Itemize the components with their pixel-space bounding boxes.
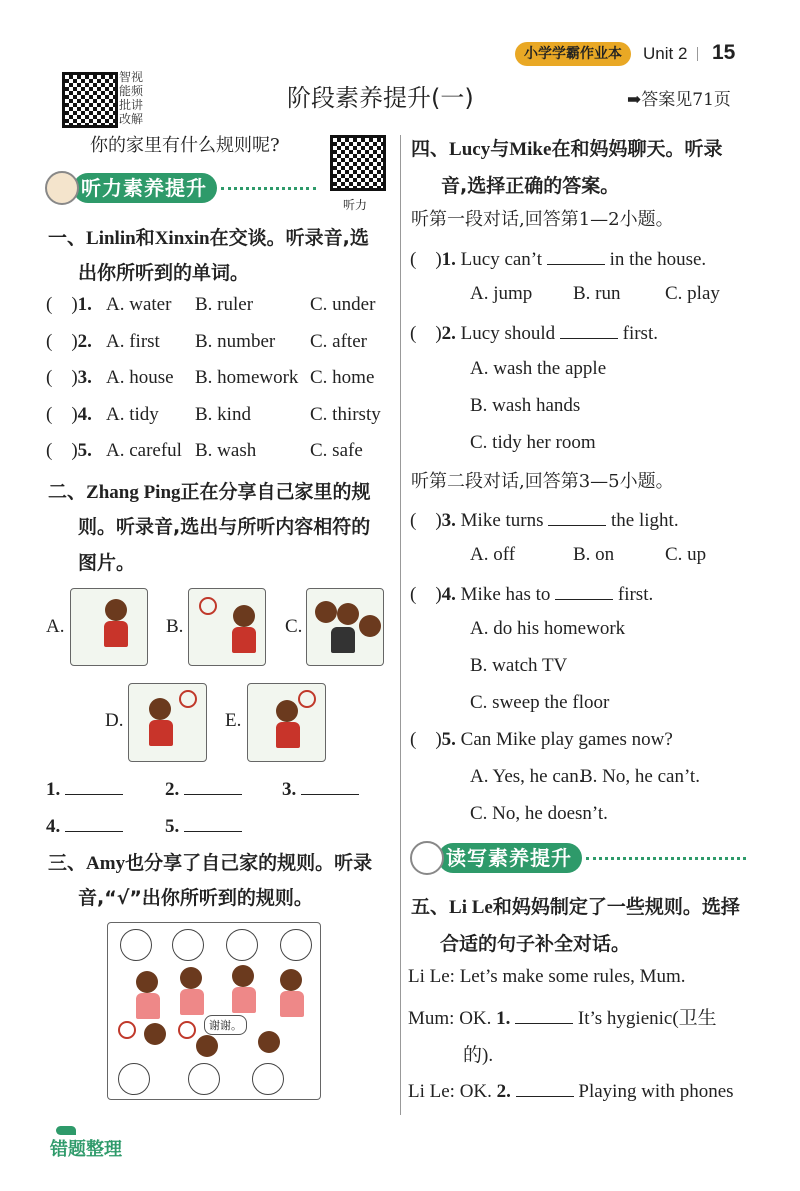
question-number: 1. <box>77 294 92 315</box>
book-badge: 小学学霸作业本 <box>515 42 631 66</box>
check-circle[interactable] <box>188 1063 220 1095</box>
option-b: B. ruler <box>195 294 254 315</box>
dialogue-line-2: Mum: OK. 1. It’s hygienic(卫生 <box>408 1003 717 1030</box>
section-1-title-cont: 出你所听到的单词。 <box>78 262 250 284</box>
question-q1[interactable]: ( )1. Lucy can’t in the house. <box>410 246 706 271</box>
arrow-right-icon: ➡ <box>627 90 642 110</box>
option-c: C. safe <box>310 440 363 461</box>
section-5-title-cont: 合适的句子补全对话。 <box>440 933 631 955</box>
picture-e[interactable] <box>247 683 326 762</box>
answer-paren[interactable]: ( )2. <box>46 331 92 352</box>
section-5-title: 五、Li Le和妈妈制定了一些规则。选择 <box>411 896 740 918</box>
option-b: B. wash <box>195 440 257 461</box>
option-a: A. careful <box>106 440 182 461</box>
rules-picture <box>107 922 321 1100</box>
part-2-instruction: 听第二段对话,回答第3—5小题。 <box>411 471 674 492</box>
question-number: 2. <box>77 331 92 352</box>
question-number: 1. <box>441 249 456 270</box>
option-c: C. after <box>310 331 367 352</box>
option-b: B. homework <box>195 367 299 388</box>
answer-1[interactable]: 1. <box>46 776 123 801</box>
question-q5[interactable]: ( )5. Can Mike play games now? <box>410 729 673 750</box>
section-3-title: 三、Amy也分享了自己家的规则。听录 <box>48 852 373 874</box>
section-3-title-cont: 音,“√”出你所听到的规则。 <box>78 887 313 909</box>
question-number: 3. <box>441 510 456 531</box>
answer-paren[interactable]: ( )3. <box>46 367 92 388</box>
question-q3[interactable]: ( )3. Mike turns the light. <box>410 507 679 532</box>
page-number: 15 <box>712 41 736 64</box>
page-title: 阶段素养提升(一) <box>287 84 474 112</box>
unit-label: Unit 2 <box>643 44 688 63</box>
option-a: A. house <box>106 367 174 388</box>
section-4-title-cont: 音,选择正确的答案。 <box>441 175 620 197</box>
mistakes-footer: 错题整理 <box>50 1126 122 1161</box>
option-a: A. first <box>106 331 160 352</box>
option-c: C. tidy her room <box>470 432 596 453</box>
question-number: 4. <box>77 404 92 425</box>
answer-3[interactable]: 3. <box>282 776 359 801</box>
picture-label-a: A. <box>46 616 65 637</box>
answer-5[interactable]: 5. <box>165 813 242 838</box>
answer-blank[interactable] <box>560 320 618 339</box>
section-2-title-cont: 则。听录音,选出与所听内容相符的 <box>78 516 371 538</box>
option-b: B. on <box>573 544 615 565</box>
option-b: B. number <box>195 331 276 352</box>
answer-reference: ➡答案见71页 <box>627 90 731 110</box>
option-a: A. tidy <box>106 404 159 425</box>
option-b: B. watch TV <box>470 655 568 676</box>
dialogue-line-2-cont: 的). <box>463 1045 494 1066</box>
answer-4[interactable]: 4. <box>46 813 123 838</box>
blank-2[interactable] <box>516 1078 574 1097</box>
option-a: A. Yes, he can. <box>470 766 584 787</box>
section-banner-reading: 读写素养提升 <box>410 843 746 873</box>
picture-label-b: B. <box>166 616 184 637</box>
option-b: B. wash hands <box>470 395 581 416</box>
question-number: 2. <box>441 323 456 344</box>
option-c: C. sweep the floor <box>470 692 610 713</box>
section-4-title: 四、Lucy与Mike在和妈妈聊天。听录 <box>411 138 723 160</box>
option-b: B. run <box>573 283 621 304</box>
check-circle[interactable] <box>172 929 204 961</box>
section-2-title: 二、Zhang Ping正在分享自己家里的规 <box>48 481 371 503</box>
answer-paren[interactable]: ( )5. <box>46 440 92 461</box>
check-circle[interactable] <box>118 1063 150 1095</box>
option-b: B. kind <box>195 404 251 425</box>
option-b: B. No, he can’t. <box>580 766 700 787</box>
speech-bubble: 谢谢。 <box>204 1015 247 1035</box>
option-c: C. under <box>310 294 376 315</box>
answer-blank[interactable] <box>555 581 613 600</box>
question-number: 4. <box>441 584 456 605</box>
section-1-title: 一、Linlin和Xinxin在交谈。听录音,选 <box>48 227 369 249</box>
section-2-title-cont2: 图片。 <box>78 552 136 574</box>
picture-a[interactable] <box>70 588 148 666</box>
option-c: C. home <box>310 367 375 388</box>
picture-d[interactable] <box>128 683 207 762</box>
column-divider <box>400 135 401 1115</box>
question-number: 5. <box>441 729 456 750</box>
option-c: C. up <box>665 544 707 565</box>
answer-paren[interactable]: ( )1. <box>46 294 92 315</box>
option-a: A. water <box>106 294 172 315</box>
option-a: A. jump <box>470 283 533 304</box>
answer-blank[interactable] <box>548 507 606 526</box>
check-circle[interactable] <box>226 929 258 961</box>
qr-code[interactable] <box>62 72 118 128</box>
separator <box>697 47 698 61</box>
answer-blank[interactable] <box>547 246 605 265</box>
option-c: C. thirsty <box>310 404 381 425</box>
check-circle[interactable] <box>120 929 152 961</box>
question-q4[interactable]: ( )4. Mike has to first. <box>410 581 653 606</box>
option-c: C. play <box>665 283 720 304</box>
qr-code-listening[interactable] <box>330 135 386 191</box>
picture-b[interactable] <box>188 588 266 666</box>
part-1-instruction: 听第一段对话,回答第1—2小题。 <box>411 209 674 230</box>
mascot-headphones-icon <box>45 171 79 205</box>
check-circle[interactable] <box>252 1063 284 1095</box>
dialogue-line-3: Li Le: OK. 2. Playing with phones <box>408 1078 734 1103</box>
option-a: A. wash the apple <box>470 358 607 379</box>
mascot-dog-icon <box>410 841 444 875</box>
option-a: A. off <box>470 544 516 565</box>
picture-label-e: E. <box>225 710 242 731</box>
option-a: A. do his homework <box>470 618 626 639</box>
leaf-icon <box>56 1126 76 1135</box>
answer-2[interactable]: 2. <box>165 776 242 801</box>
picture-label-d: D. <box>105 710 124 731</box>
question-number: 5. <box>77 440 92 461</box>
question-number: 3. <box>77 367 92 388</box>
qr-label: 听力 <box>343 198 368 212</box>
blank-1[interactable] <box>515 1005 573 1024</box>
section-banner-listening: 听力素养提升 <box>45 173 316 203</box>
picture-c[interactable] <box>306 588 384 666</box>
answer-paren[interactable]: ( )4. <box>46 404 92 425</box>
option-c: C. No, he doesn’t. <box>470 803 608 824</box>
question-q2[interactable]: ( )2. Lucy should first. <box>410 320 658 345</box>
check-circle[interactable] <box>280 929 312 961</box>
prompt-text: 你的家里有什么规则呢? <box>90 135 280 156</box>
dialogue-line-1: Li Le: Let’s make some rules, Mum. <box>408 966 686 987</box>
qr-caption: 智视 能频 批讲 改解 <box>119 70 144 126</box>
picture-label-c: C. <box>285 616 303 637</box>
